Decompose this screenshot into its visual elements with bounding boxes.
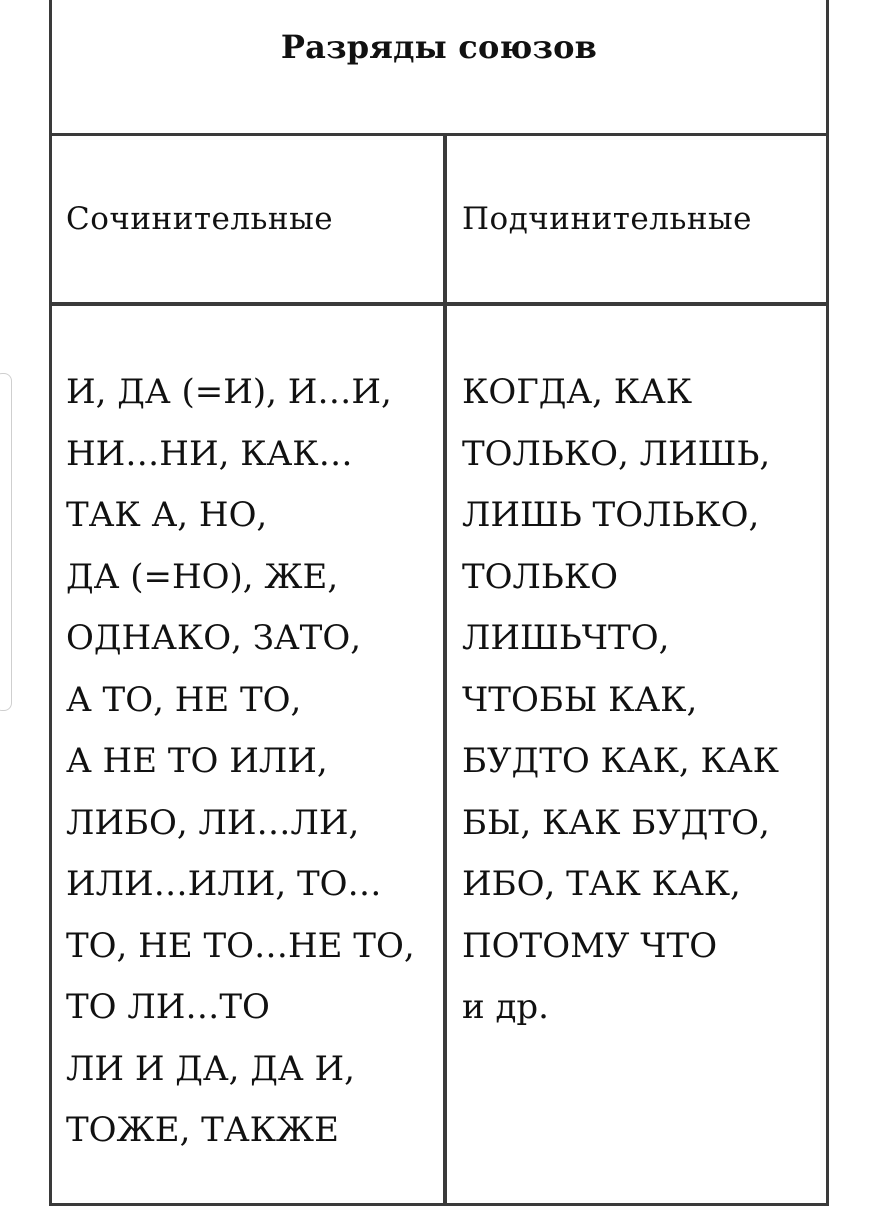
list-item: БЫ, КАК БУДТО, [462, 802, 770, 843]
list-item: А НЕ ТО ИЛИ, [66, 741, 328, 781]
column-header-coordinating: Сочинительные [66, 201, 334, 237]
column-header-subordinating-cell [462, 136, 822, 302]
column-header-coordinating-cell [66, 136, 440, 302]
subordinating-conjunctions-list [462, 362, 779, 1039]
list-item: ИЛИ…ИЛИ, ТО… [66, 864, 382, 904]
list-item: ТОЛЬКО, ЛИШЬ, [462, 433, 771, 474]
list-item: ЛИБО, ЛИ…ЛИ, [66, 802, 360, 843]
list-item: ТОЖЕ, ТАКЖЕ [66, 1110, 339, 1150]
list-item: НИ…НИ, КАК… [66, 433, 353, 474]
list-item: ЛИ И ДА, ДА И, [66, 1048, 355, 1089]
column-header-subordinating: Подчинительные [462, 201, 753, 237]
list-item: А ТО, НЕ ТО, [66, 679, 302, 720]
list-item: ЛИШЬ ТОЛЬКО, [462, 495, 760, 535]
list-item: ИБО, ТАК КАК, [462, 864, 741, 904]
list-item: ТАК А, НО, [66, 495, 268, 535]
list-item: ТО ЛИ…ТО [66, 987, 270, 1027]
list-item: ЛИШЬЧТО, [462, 618, 670, 658]
list-item: ЧТОБЫ КАК, [462, 679, 698, 720]
list-item: ПОТОМУ ЧТО [462, 925, 718, 966]
table-title-cell [52, 0, 826, 136]
list-item: КОГДА, КАК [462, 372, 693, 412]
scroll-handle[interactable] [0, 373, 12, 711]
column-divider [443, 136, 447, 1206]
list-item: ДА (=НО), ЖЕ, [66, 556, 339, 597]
table-title: Разряды союзов [280, 27, 598, 66]
list-item: И, ДА (=И), И…И, [66, 372, 392, 412]
coordinating-conjunctions-list [66, 362, 415, 1162]
list-item: ОДНАКО, ЗАТО, [66, 618, 362, 658]
list-item: ТОЛЬКО [462, 556, 619, 597]
list-item: ТО, НЕ ТО…НЕ ТО, [66, 925, 415, 966]
list-item: и др. [462, 987, 549, 1027]
header-divider [52, 302, 826, 306]
list-item: БУДТО КАК, КАК [462, 741, 779, 781]
